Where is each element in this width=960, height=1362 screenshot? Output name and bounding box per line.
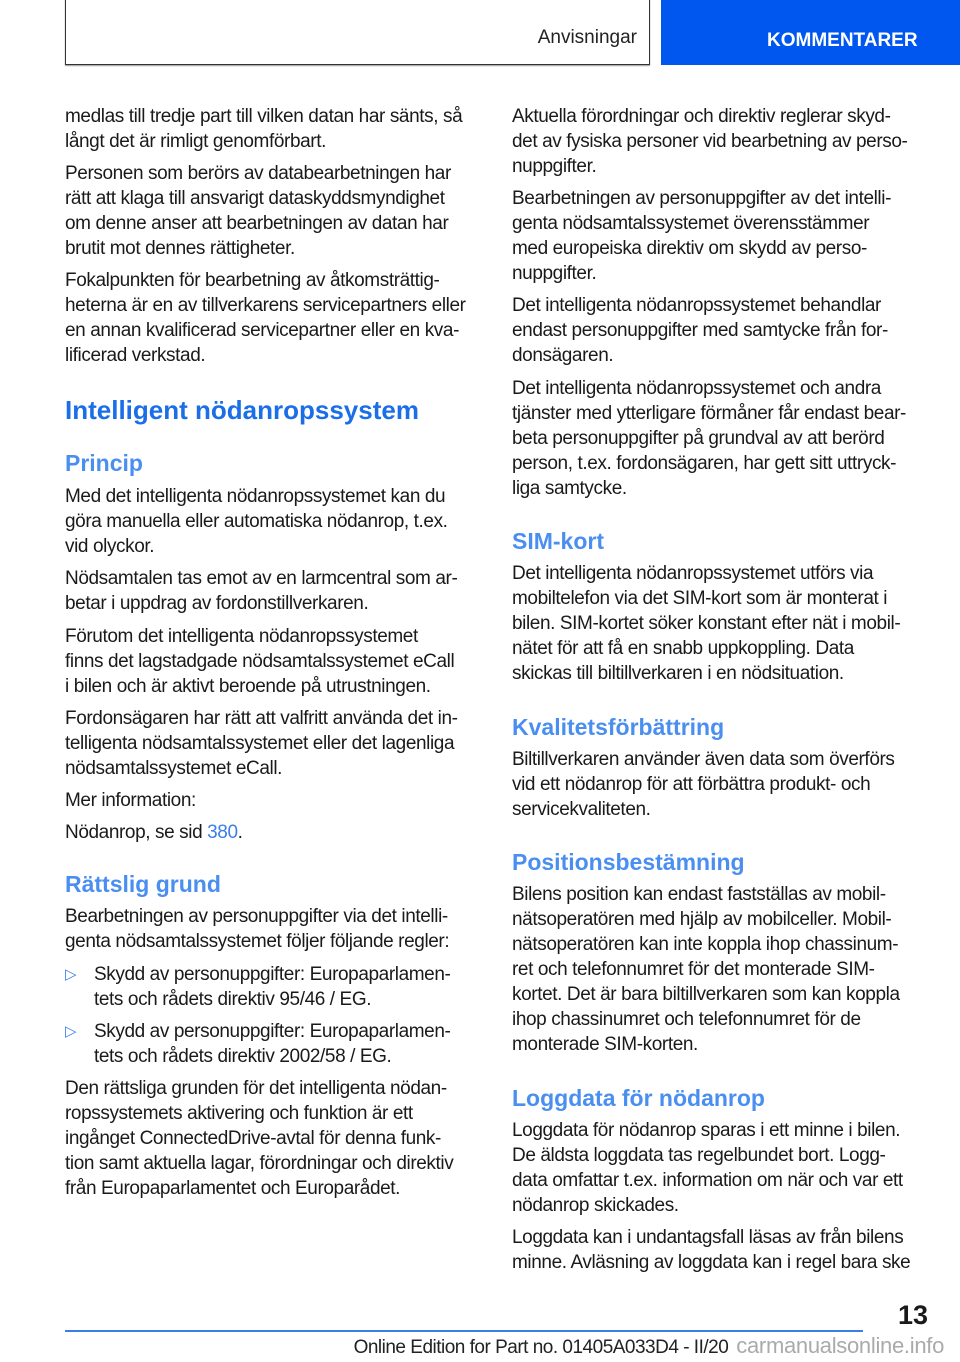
paragraph: Det intelligenta nödanropssystemet och andra tjänster med ytterligare förmåner får endast bear- beta personuppgifter på grundval av att berörd person, t.ex. fordonsägaren, har gett sitt uttryck- liga samtycke. bbox=[512, 378, 906, 499]
subheading-log: Loggdata för nödanrop bbox=[512, 1085, 765, 1111]
comments-tab-label: KOMMENTARER bbox=[767, 30, 918, 51]
paragraph: Med det intelligenta nödanropssystemet kan du göra manuella eller automatiska nödanrop, t.ex. vid olyckor. bbox=[65, 486, 448, 557]
subheading-princip: Princip bbox=[65, 450, 143, 476]
page-number: 13 bbox=[897, 1300, 928, 1330]
watermark: carmanualsonline.info bbox=[736, 1333, 944, 1358]
page-link-380[interactable]: 380 bbox=[207, 822, 238, 843]
subheading-position: Positionsbestämning bbox=[512, 849, 745, 875]
paragraph: Loggdata kan i undantagsfall läsas av från bilens minne. Avläsning av loggdata kan i regel bara ske bbox=[512, 1227, 911, 1273]
paragraph: Aktuella förordningar och direktiv reglerar skyd- det av fysiska personer vid bearbetning av perso- nuppgifter. bbox=[512, 106, 908, 177]
paragraph: Personen som berörs av databearbetningen har rätt att klaga till ansvarigt dataskyddsmyndighet om denne anser att bearbetningen av datan har brutit mot dennes rättigheter. bbox=[65, 163, 451, 259]
paragraph: Biltillverkaren använder även data som överförs vid ett nödanrop för att förbättra produkt- och servicekvaliteten. bbox=[512, 749, 895, 820]
triangle-bullet-icon: ▷ bbox=[65, 966, 77, 983]
paragraph: Det intelligenta nödanropssystemet utförs via mobiltelefon via det SIM-kort som är monterat i bilen. SIM-kortet söker konstant efter nät i mobil- nätet för att få en snabb uppkoppling. Data skickas till biltillverkaren i en nödsituation. bbox=[512, 563, 901, 684]
paragraph: Mer information: bbox=[65, 790, 196, 811]
section-heading: Intelligent nödanropssystem bbox=[65, 395, 419, 425]
paragraph: Förutom det intelligenta nödanropssystemet finns det lagstadgade nödsamtalssystemet eCall i bilen och är aktivt beroende på utrustningen. bbox=[65, 626, 455, 697]
list-item-text: Skydd av personuppgifter: Europaparlamen- tets och rådets direktiv 95/46 / EG. bbox=[94, 964, 451, 1010]
header-section-box bbox=[65, 0, 650, 65]
reference-suffix: . bbox=[237, 822, 243, 843]
paragraph: Det intelligenta nödanropssystemet behandlar endast personuppgifter med samtycke från for- donsägaren. bbox=[512, 295, 888, 366]
paragraph: medlas till tredje part till vilken datan har sänts, så långt det är rimligt genomförbart. bbox=[65, 106, 463, 152]
reference-line bbox=[65, 820, 243, 845]
triangle-bullet-icon: ▷ bbox=[65, 1023, 77, 1040]
paragraph: Loggdata för nödanrop sparas i ett minne i bilen. De äldsta loggdata tas regelbundet bort. Logg- data omfattar t.ex. information om när och var ett nödanrop skickades. bbox=[512, 1120, 903, 1216]
subheading-quality: Kvalitetsförbättring bbox=[512, 714, 725, 740]
paragraph: Bilens position kan endast fastställas av mobil- nätsoperatören med hjälp av mobilceller. Mobil- nätsoperatören kan inte koppla ihop chassinum- ret och telefonnumret för det monterade SIM- kortet. Det är bara biltillverkaren som kan koppla ihop chassinumret och telefonnumret för de monterade SIM-korten. bbox=[512, 884, 900, 1055]
paragraph: Nödsamtalen tas emot av en larmcentral som ar- betar i uppdrag av fordonstillverkaren. bbox=[65, 568, 458, 614]
subheading-legal: Rättslig grund bbox=[65, 871, 221, 897]
footer-row bbox=[354, 1333, 944, 1359]
paragraph: Den rättsliga grunden för det intelligenta nödan- ropssystemets aktivering och funktion är ett ingånget ConnectedDrive-avtal för denna funk- tion samt aktuella lagar, förordningar och direktiv från Europaparlamentet och Europarådet. bbox=[65, 1078, 454, 1199]
paragraph: Fokalpunkten för bearbetning av åtkomsträttig- heterna är en av tillverkarens servicepartners eller en annan kvalificerad servicepartner eller en kva- lificerad verkstad. bbox=[65, 270, 466, 366]
list-item bbox=[65, 1019, 505, 1069]
list-item-text: Skydd av personuppgifter: Europaparlamen- tets och rådets direktiv 2002/58 / EG. bbox=[94, 1021, 451, 1067]
paragraph: Bearbetningen av personuppgifter av det intelli- genta nödsamtalssystemet överensstämmer med europeiska direktiv om skydd av perso- nuppgifter. bbox=[512, 188, 892, 284]
header-section-title: Anvisningar bbox=[537, 27, 637, 48]
paragraph: Bearbetningen av personuppgifter via det intelli- genta nödsamtalssystemet följer följande regler: bbox=[65, 906, 450, 952]
paragraph: Fordonsägaren har rätt att valfritt använda det in- telligenta nödsamtalssystemet eller det lagenliga nödsamtalssystemet eCall. bbox=[65, 708, 458, 779]
edition-text: Online Edition for Part no. 01405A033D4 - II/20 bbox=[353, 1337, 729, 1358]
subheading-sim: SIM-kort bbox=[512, 528, 604, 554]
footer-divider bbox=[65, 1330, 863, 1332]
list-item bbox=[65, 962, 505, 1012]
reference-text: Nödanrop, se sid bbox=[65, 822, 208, 843]
comments-tab[interactable] bbox=[661, 0, 960, 65]
